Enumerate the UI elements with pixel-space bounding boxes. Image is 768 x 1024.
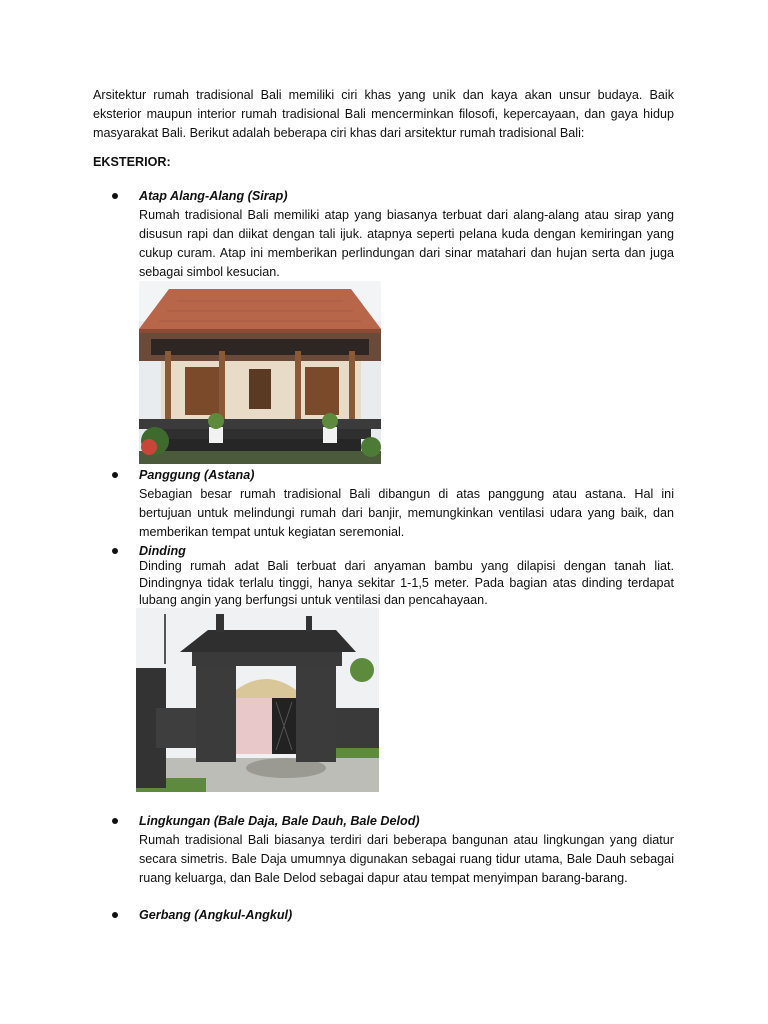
section-heading: EKSTERIOR: bbox=[93, 155, 171, 169]
photo-balinese-house bbox=[139, 281, 381, 464]
item-title: Atap Alang-Alang (Sirap) bbox=[139, 189, 288, 203]
bullet-icon bbox=[112, 818, 118, 824]
item-body: Dinding rumah adat Bali terbuat dari anyaman bambu yang dilapisi dengan tanah liat. Dindingnya tidak terlalu tinggi, hanya sekitar 1-1,5 meter. Pada bagian atas dinding terdapat lubang angin yang berfungsi untuk ventilasi dan pencahayaan. bbox=[139, 559, 674, 607]
item-title: Lingkungan (Bale Daja, Bale Dauh, Bale Delod) bbox=[139, 814, 420, 828]
item-body: Sebagian besar rumah tradisional Bali dibangun di atas panggung atau astana. Hal ini bertujuan untuk melindungi rumah dari banjir, memungkinkan ventilasi udara yang baik, dan memberikan tempat untuk kegiatan seremonial. bbox=[139, 487, 674, 539]
item-title: Gerbang (Angkul-Angkul) bbox=[139, 908, 293, 922]
item-body: Rumah tradisional Bali biasanya terdiri dari beberapa bangunan atau lingkungan yang diatur secara simetris. Bale Daja umumnya digunakan sebagai ruang tidur utama, Bale Dauh sebagai ruang keluarga, dan Bale Delod sebagai dapur atau tempat menyimpan barang-barang. bbox=[139, 833, 674, 885]
bullet-icon bbox=[112, 472, 118, 478]
photo-balinese-gate bbox=[136, 608, 379, 792]
item-title: Panggung (Astana) bbox=[139, 468, 255, 482]
bullet-icon bbox=[112, 912, 118, 918]
item-body: Rumah tradisional Bali memiliki atap yang biasanya terbuat dari alang-alang atau sirap yang disusun rapi dan diikat dengan tali ijuk. atapnya seperti pelana kuda dengan kemiringan yang cukup curam. Atap ini memberikan perlindungan dari sinar matahari dan hujan serta dan juga sebagai simbol kesucian. bbox=[139, 208, 674, 279]
item-title: Dinding bbox=[139, 544, 186, 558]
bullet-icon bbox=[112, 548, 118, 554]
intro-paragraph: Arsitektur rumah tradisional Bali memiliki ciri khas yang unik dan kaya akan unsur budaya. Baik eksterior maupun interior rumah tradisional Bali mencerminkan filosofi, kepercayaan, dan gaya hidup masyarakat Bali. Berikut adalah beberapa ciri khas dari arsitektur rumah tradisional Bali: bbox=[93, 88, 674, 140]
bullet-icon bbox=[112, 193, 118, 199]
